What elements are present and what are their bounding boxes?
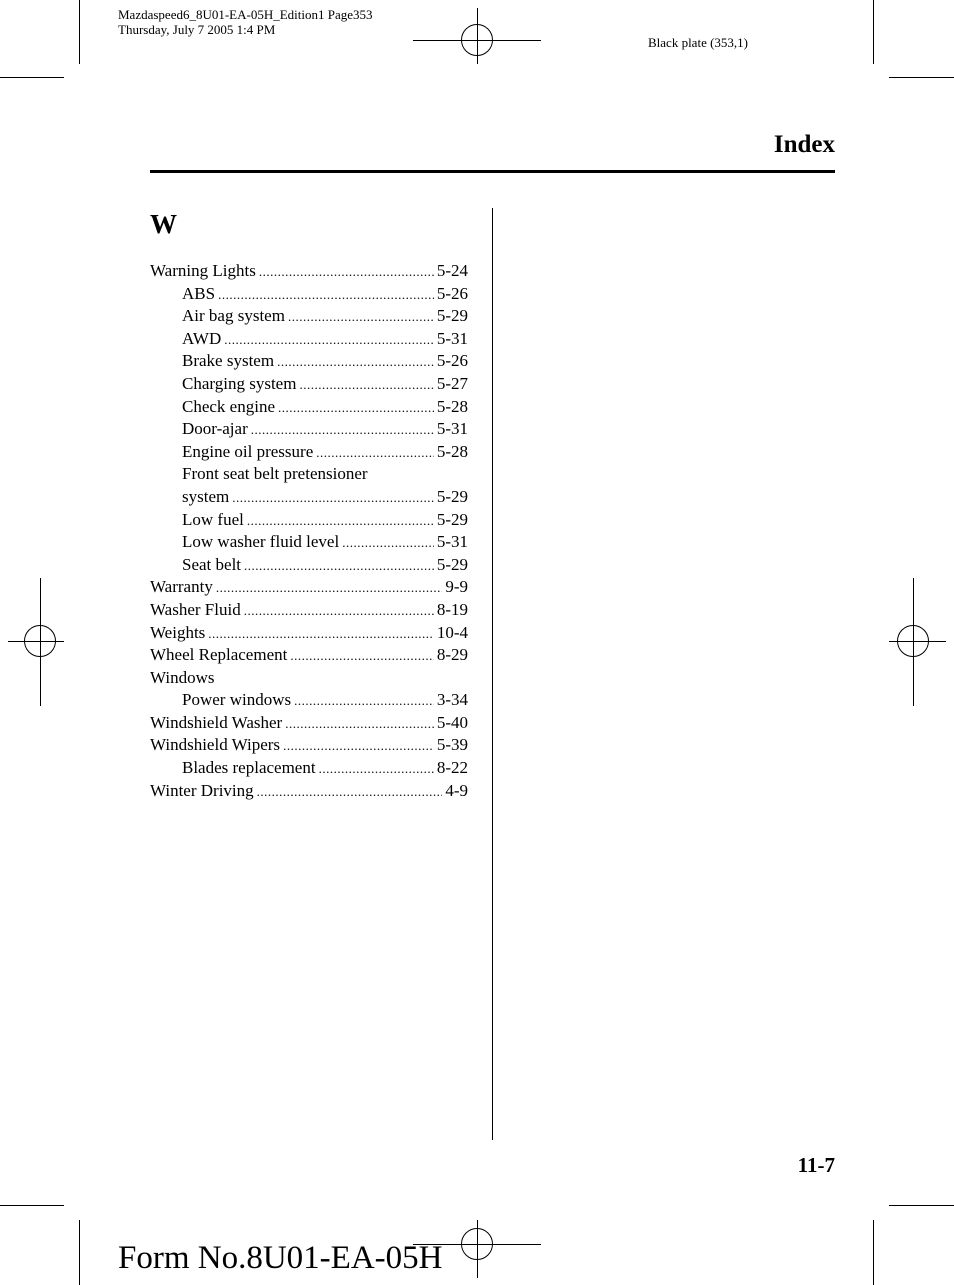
index-entry-label: Warning Lights (150, 261, 256, 280)
dot-leader (316, 442, 434, 464)
dot-leader (244, 600, 434, 622)
index-entry-label: Weights (150, 622, 206, 642)
index-entry-label: Front seat belt pretensioner (182, 464, 368, 484)
index-entry-label: Washer Fluid (150, 599, 241, 619)
index-entry-page: 5-39 (436, 735, 468, 755)
dot-leader (208, 623, 434, 645)
index-entry-label: Low fuel (182, 509, 244, 529)
index-entry-label: AWD (182, 328, 222, 348)
index-entry-label: Blades replacement (182, 758, 316, 778)
index-entry-label: Air bag system (182, 306, 285, 326)
index-entry-page: 5-24 (436, 261, 468, 280)
index-entry-label: Brake system (182, 351, 275, 371)
index-entry (150, 441, 468, 464)
index-entry-page: 5-27 (436, 373, 468, 393)
form-number: Form No.8U01-EA-05H (118, 1240, 443, 1276)
crop-mark (873, 1220, 874, 1285)
index-entry (150, 350, 468, 373)
dot-leader (285, 713, 434, 735)
index-entry-label: Windshield Washer (150, 712, 283, 732)
dot-leader (224, 329, 434, 351)
dot-leader (251, 419, 434, 441)
title-rule (150, 170, 835, 173)
index-entry (150, 418, 468, 441)
crop-mark (889, 1205, 954, 1206)
index-entry-label: Charging system (182, 373, 297, 393)
index-entry-page: 5-31 (436, 532, 468, 552)
index-entry-label: system (182, 486, 230, 506)
dot-leader (218, 284, 434, 306)
dot-leader (319, 758, 434, 780)
index-entry-label: ABS (182, 283, 216, 303)
dot-leader (288, 306, 434, 328)
print-header-line1: Mazdaspeed6_8U01-EA-05H_Edition1 Page353 (118, 7, 373, 22)
index-entry-page: 5-28 (436, 396, 468, 416)
dot-leader (290, 645, 433, 667)
index-entry-label: Winter Driving (150, 780, 254, 800)
index-entry (150, 622, 468, 645)
crop-mark (889, 77, 954, 78)
index-entry (150, 328, 468, 351)
index-entry-page: 5-31 (436, 419, 468, 439)
index-entry-page: 9-9 (445, 577, 468, 597)
registration-circle-icon (897, 625, 929, 657)
index-entry (150, 260, 468, 283)
crop-mark (79, 0, 80, 64)
index-entry-label: Engine oil pressure (182, 441, 314, 461)
index-entry-label: Windshield Wipers (150, 735, 281, 755)
index-entry-page: 8-29 (436, 645, 468, 665)
crop-mark (79, 1220, 80, 1285)
index-entry-page: 5-29 (436, 306, 468, 326)
index-entry-page: 10-4 (436, 622, 468, 642)
index-entry (150, 712, 468, 735)
index-entry-page: 5-26 (436, 283, 468, 303)
index-entry (150, 757, 468, 780)
crop-mark (0, 77, 64, 78)
dot-leader (294, 690, 434, 712)
index-entry-page: 5-29 (436, 486, 468, 506)
dot-leader (247, 510, 434, 532)
index-entry (150, 463, 468, 486)
index-entry-label: Door-ajar (182, 419, 248, 439)
index-entry-page: 5-29 (436, 554, 468, 574)
crop-mark (0, 1205, 64, 1206)
column-divider (492, 208, 493, 1140)
dot-leader (277, 351, 434, 373)
index-entry-label: Warranty (150, 577, 213, 597)
index-entry (150, 734, 468, 757)
index-entry (150, 373, 468, 396)
index-entry-page: 8-19 (436, 599, 468, 619)
dot-leader (283, 735, 434, 757)
index-entry (150, 576, 468, 599)
index-entry-page: 3-34 (436, 690, 468, 710)
index-entry-page: 4-9 (445, 780, 468, 800)
dot-leader (244, 555, 434, 577)
dot-leader (232, 487, 434, 509)
index-entry-page: 5-26 (436, 351, 468, 371)
index-entry (150, 780, 468, 803)
index-entry-label: Wheel Replacement (150, 645, 288, 665)
index-letter: W (150, 209, 177, 239)
section-title: Index (773, 131, 835, 158)
dot-leader (259, 261, 434, 283)
dot-leader (299, 374, 433, 396)
index-entry (150, 531, 468, 554)
dot-leader (278, 397, 434, 419)
index-entry (150, 305, 468, 328)
dot-leader (216, 577, 443, 599)
index-entry (150, 283, 468, 306)
index-entry-label: Windows (150, 667, 215, 687)
index-entry (150, 509, 468, 532)
index-entry (150, 396, 468, 419)
registration-circle-icon (24, 625, 56, 657)
index-entry (150, 486, 468, 509)
index-entry-label: Seat belt (182, 554, 242, 574)
index-entry-page: 5-28 (436, 441, 468, 461)
index-entry-page: 5-29 (436, 509, 468, 529)
index-entry (150, 667, 468, 690)
index-entry (150, 599, 468, 622)
registration-circle-icon (461, 24, 493, 56)
index-entry (150, 644, 468, 667)
index-entry-page: 5-40 (436, 712, 468, 732)
registration-circle-icon (461, 1228, 493, 1260)
dot-leader (257, 781, 443, 803)
print-header-line2: Thursday, July 7 2005 1:4 PM (118, 22, 276, 37)
page-number: 11-7 (797, 1153, 835, 1177)
index-entry (150, 554, 468, 577)
dot-leader (342, 532, 434, 554)
index-entry-list (150, 260, 468, 802)
index-entry-label: Low washer fluid level (182, 532, 340, 552)
index-entry-label: Check engine (182, 396, 275, 416)
index-entry (150, 689, 468, 712)
index-entry-page: 5-31 (436, 328, 468, 348)
index-entry-page: 8-22 (436, 758, 468, 778)
index-entry-label: Power windows (182, 690, 292, 710)
print-header-plate: Black plate (353,1) (648, 35, 748, 50)
crop-mark (873, 0, 874, 64)
